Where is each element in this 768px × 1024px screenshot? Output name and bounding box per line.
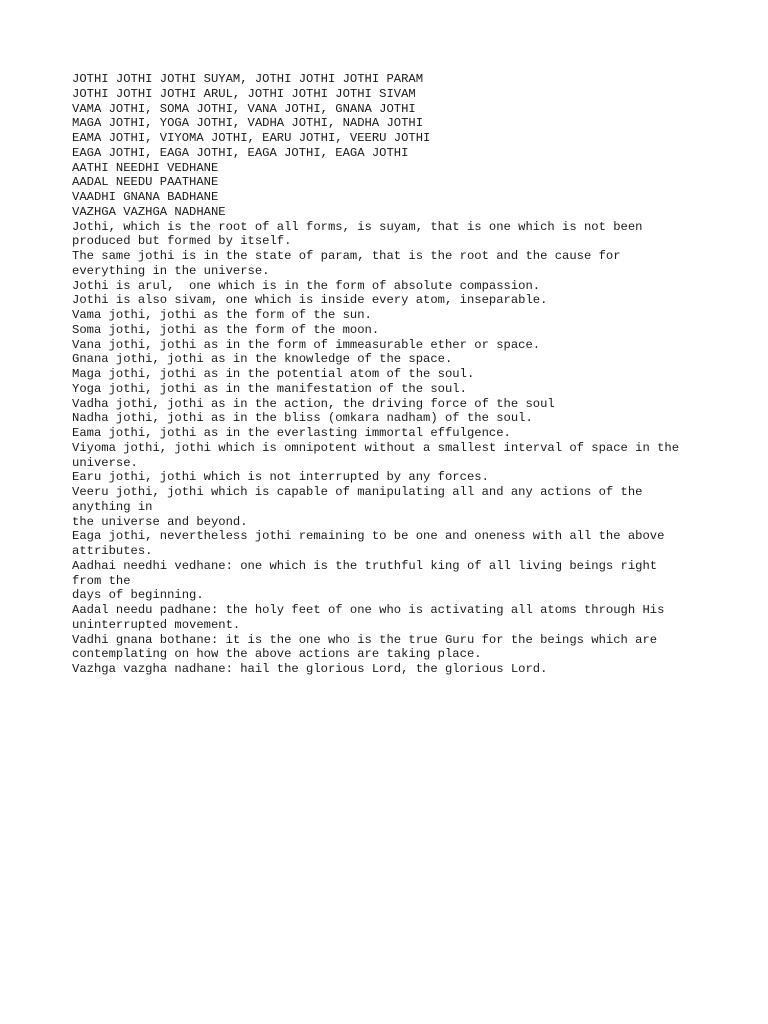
text-line: MAGA JOTHI, YOGA JOTHI, VADHA JOTHI, NADHA JOTHI xyxy=(72,116,424,131)
text-line: VAMA JOTHI, SOMA JOTHI, VANA JOTHI, GNANA JOTHI xyxy=(72,101,416,116)
text-line: Aadhai needhi vedhane: one which is the truthful king of all living beings right xyxy=(72,558,658,573)
text-line: VAADHI GNANA BADHANE xyxy=(72,190,219,204)
text-line: Jothi, which is the root of all forms, is suyam, that is one which is not been xyxy=(72,219,643,234)
text-line: from the xyxy=(72,573,131,588)
text-line: Vadhi gnana bothane: it is the one who is the true Guru for the beings which are xyxy=(72,632,658,647)
text-line: universe. xyxy=(72,455,138,470)
text-line: AATHI NEEDHI VEDHANE xyxy=(72,160,219,175)
text-line: EAMA JOTHI, VIYOMA JOTHI, EARU JOTHI, VEERU JOTHI xyxy=(72,131,431,145)
text-line: VAZHGA VAZHGA NADHANE xyxy=(72,204,226,219)
text-line: anything in xyxy=(72,499,153,514)
text-line: AADAL NEEDU PAATHANE xyxy=(72,175,219,190)
text-line: Eaga jothi, nevertheless jothi remaining to be one and oneness with all the above xyxy=(72,529,665,544)
document-text xyxy=(72,72,712,677)
text-line: Jothi is also sivam, one which is inside every atom, inseparable. xyxy=(72,293,548,308)
text-line: Viyoma jothi, jothi which is omnipotent without a smallest interval of space in the xyxy=(72,440,680,455)
text-line: contemplating on how the above actions are taking place. xyxy=(72,647,482,662)
text-line: the universe and beyond. xyxy=(72,514,248,529)
text-line: Aadal needu padhane: the holy feet of one who is activating all atoms through His xyxy=(72,603,665,617)
text-line: Soma jothi, jothi as the form of the moon. xyxy=(72,322,380,337)
text-line: JOTHI JOTHI JOTHI ARUL, JOTHI JOTHI JOTHI SIVAM xyxy=(72,86,416,101)
text-line: Eama jothi, jothi as in the everlasting immortal effulgence. xyxy=(72,426,511,440)
text-line: Vadha jothi, jothi as in the action, the driving force of the soul xyxy=(72,396,555,411)
text-line: Vazhga vazgha nadhane: hail the glorious Lord, the glorious Lord. xyxy=(72,662,548,676)
text-line: Nadha jothi, jothi as in the bliss (omkara nadham) of the soul. xyxy=(72,411,533,426)
text-line: Gnana jothi, jothi as in the knowledge of the space. xyxy=(72,352,453,367)
text-line: produced but formed by itself. xyxy=(72,234,292,249)
text-line: EAGA JOTHI, EAGA JOTHI, EAGA JOTHI, EAGA JOTHI xyxy=(72,145,409,160)
text-line: Vama jothi, jothi as the form of the sun. xyxy=(72,308,372,322)
text-line: days of beginning. xyxy=(72,588,204,603)
text-line: Earu jothi, jothi which is not interrupted by any forces. xyxy=(72,470,489,485)
text-line: everything in the universe. xyxy=(72,263,270,278)
text-line: attributes. xyxy=(72,544,153,558)
text-line: JOTHI JOTHI JOTHI SUYAM, JOTHI JOTHI JOTHI PARAM xyxy=(72,72,424,86)
text-line: Jothi is arul, one which is in the form of absolute compassion. xyxy=(72,278,541,293)
text-line: Veeru jothi, jothi which is capable of manipulating all and any actions of the xyxy=(72,485,643,499)
text-line: Yoga jothi, jothi as in the manifestation of the soul. xyxy=(72,381,467,396)
text-line: uninterrupted movement. xyxy=(72,617,241,632)
text-line: Maga jothi, jothi as in the potential atom of the soul. xyxy=(72,367,475,381)
text-line: Vana jothi, jothi as in the form of immeasurable ether or space. xyxy=(72,337,541,352)
text-line: The same jothi is in the state of param, that is the root and the cause for xyxy=(72,249,621,263)
